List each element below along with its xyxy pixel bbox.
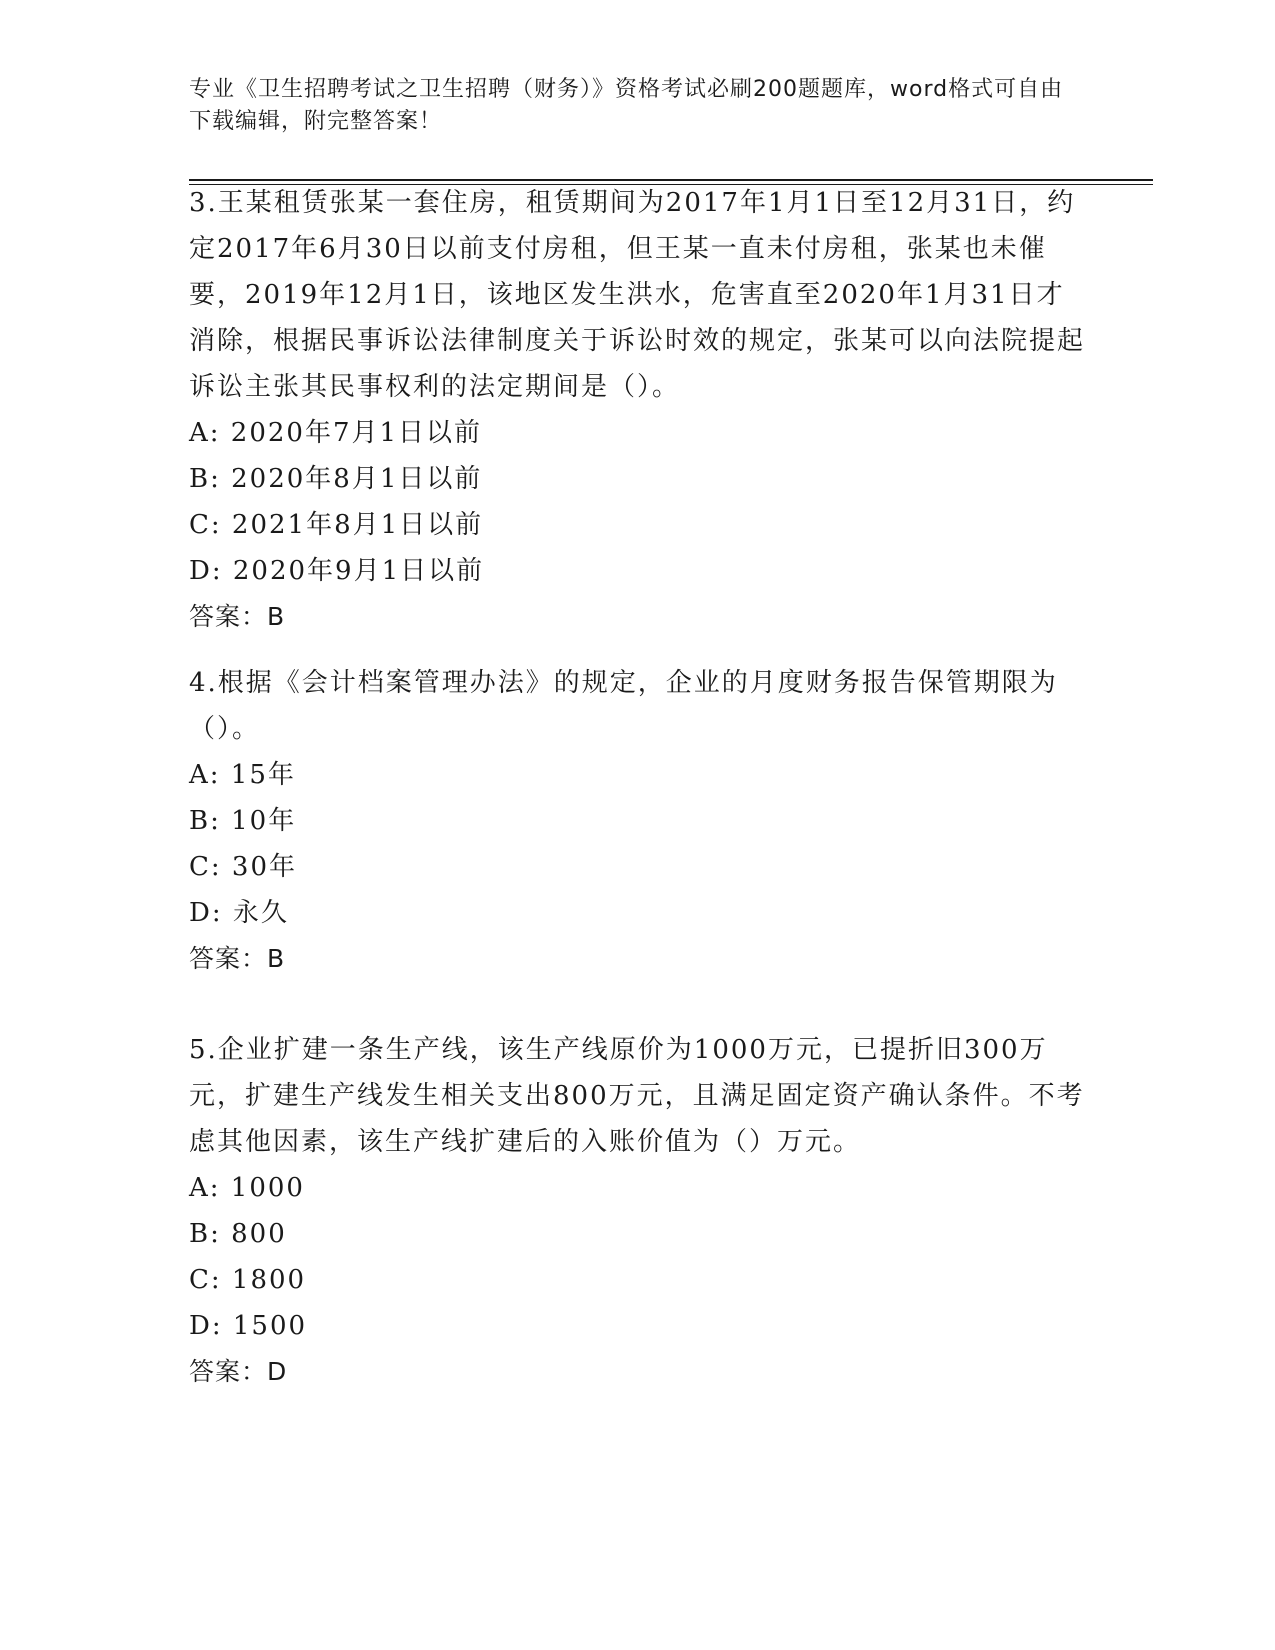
question-answer: 答案：D <box>189 1357 288 1386</box>
question-block-3 <box>189 180 1089 640</box>
question-option-a: A: 2020年7月1日以前 <box>189 418 483 448</box>
question-stem: 3.王某租赁张某一套住房，租赁期间为2017年1月1日至12月31日，约定2017年6月30日以前支付房租，但王某一直未付房租，张某也未催要，2019年12月1日，该地区发生洪水，危害直至2020年1月31日才消除，根据民事诉讼法律制度关于诉讼时效的规定，张某可以向法院提起诉讼主张其民事权利的法定期间是（）。 <box>189 188 1086 402</box>
question-block-5 <box>189 1027 1089 1395</box>
question-stem: 5.企业扩建一条生产线，该生产线原价为1000万元，已提折旧300万元，扩建生产线发生相关支出800万元，且满足固定资产确认条件。不考虑其他因素，该生产线扩建后的入账价值为（）万元。 <box>189 1035 1085 1157</box>
question-answer: 答案：B <box>189 602 286 631</box>
document-header-intro: 专业《卫生招聘考试之卫生招聘（财务）》资格考试必刷200题题库，word格式可自由下载编辑，附完整答案！ <box>189 77 1064 134</box>
question-option-a: A: 1000 <box>189 1173 305 1203</box>
question-stem: 4.根据《会计档案管理办法》的规定，企业的月度财务报告保管期限为（）。 <box>189 668 1058 744</box>
question-option-b: B: 10年 <box>189 806 297 836</box>
question-option-b: B: 2020年8月1日以前 <box>189 464 483 494</box>
question-option-d: D: 1500 <box>189 1311 308 1341</box>
question-option-d: D: 永久 <box>189 898 289 928</box>
question-block-4 <box>189 660 1089 982</box>
question-option-d: D: 2020年9月1日以前 <box>189 556 485 586</box>
question-option-b: B: 800 <box>189 1219 287 1249</box>
question-option-c: C: 2021年8月1日以前 <box>189 510 484 540</box>
question-option-c: C: 1800 <box>189 1265 307 1295</box>
question-option-c: C: 30年 <box>189 852 298 882</box>
question-option-a: A: 15年 <box>189 760 296 790</box>
question-answer: 答案：B <box>189 944 286 973</box>
